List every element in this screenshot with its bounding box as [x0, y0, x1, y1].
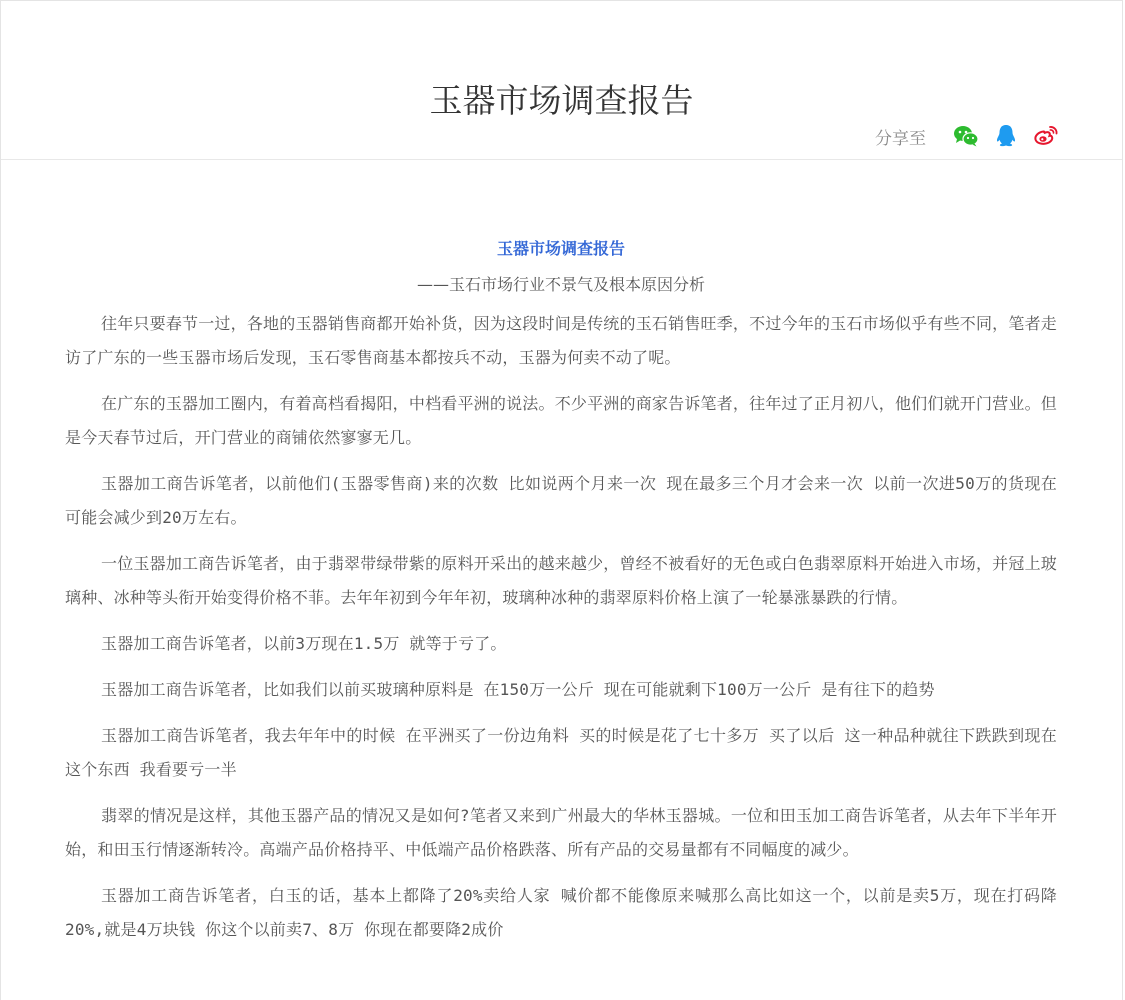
- qq-icon[interactable]: [992, 122, 1020, 150]
- article-subtitle: ——玉石市场行业不景气及根本原因分析: [416, 275, 705, 294]
- paragraph-5: 玉器加工商告诉笔者，以前3万现在1.5万 就等于亏了。: [101, 634, 507, 653]
- article-title: 玉器市场调查报告: [496, 239, 625, 258]
- paragraph-3: 玉器加工商告诉笔者，以前他们(玉器零售商)来的次数 比如说两个月来一次 现在最多三个月才会来一次 以前一次进50万的货现在可能会减少到20万左右。: [65, 474, 1057, 527]
- article-content: [65, 237, 1057, 959]
- share-bar: [875, 121, 1060, 151]
- paragraph-7: 玉器加工商告诉笔者，我去年年中的时候 在平洲买了一份边角料 买的时候是花了七十多万 买了以后 这一种品种就往下跌跌到现在这个东西 我看要亏一半: [65, 726, 1057, 779]
- share-label: 分享至: [875, 128, 926, 149]
- page-header: [1, 1, 1122, 160]
- paragraph-8: 翡翠的情况是这样，其他玉器产品的情况又是如何?笔者又来到广州最大的华林玉器城。一位和田玉加工商告诉笔者，从去年下半年开始，和田玉行情逐渐转冷。高端产品价格持平、中低端产品价格跌落、所有产品的交易量都有不同幅度的减少。: [65, 806, 1057, 859]
- paragraph-2: 在广东的玉器加工圈内，有着高档看揭阳，中档看平洲的说法。不少平洲的商家告诉笔者，往年过了正月初八，他们们就开门营业。但是今天春节过后，开门营业的商铺依然寥寥无几。: [65, 394, 1057, 447]
- paragraph-9: 玉器加工商告诉笔者，白玉的话，基本上都降了20%卖给人家 喊价都不能像原来喊那么高比如这一个，以前是卖5万，现在打码降20%,就是4万块钱 你这个以前卖7、8万 你现在都要降2成价: [65, 886, 1057, 939]
- paragraph-6: 玉器加工商告诉笔者，比如我们以前买玻璃种原料是 在150万一公斤 现在可能就剩下100万一公斤 是有往下的趋势: [101, 680, 935, 699]
- wechat-icon[interactable]: [952, 122, 980, 150]
- page-title: 玉器市场调查报告: [429, 81, 694, 121]
- weibo-icon[interactable]: [1032, 122, 1060, 150]
- paragraph-4: 一位玉器加工商告诉笔者，由于翡翠带绿带紫的原料开采出的越来越少，曾经不被看好的无色或白色翡翠原料开始进入市场，并冠上玻璃种、冰种等头衔开始变得价格不菲。去年年初到今年年初，玻璃种冰种的翡翠原料价格上演了一轮暴涨暴跌的行情。: [65, 554, 1057, 607]
- paragraph-1: 往年只要春节一过，各地的玉器销售商都开始补货，因为这段时间是传统的玉石销售旺季，不过今年的玉石市场似乎有些不同，笔者走访了广东的一些玉器市场后发现，玉石零售商基本都按兵不动，玉器为何卖不动了呢。: [65, 314, 1057, 367]
